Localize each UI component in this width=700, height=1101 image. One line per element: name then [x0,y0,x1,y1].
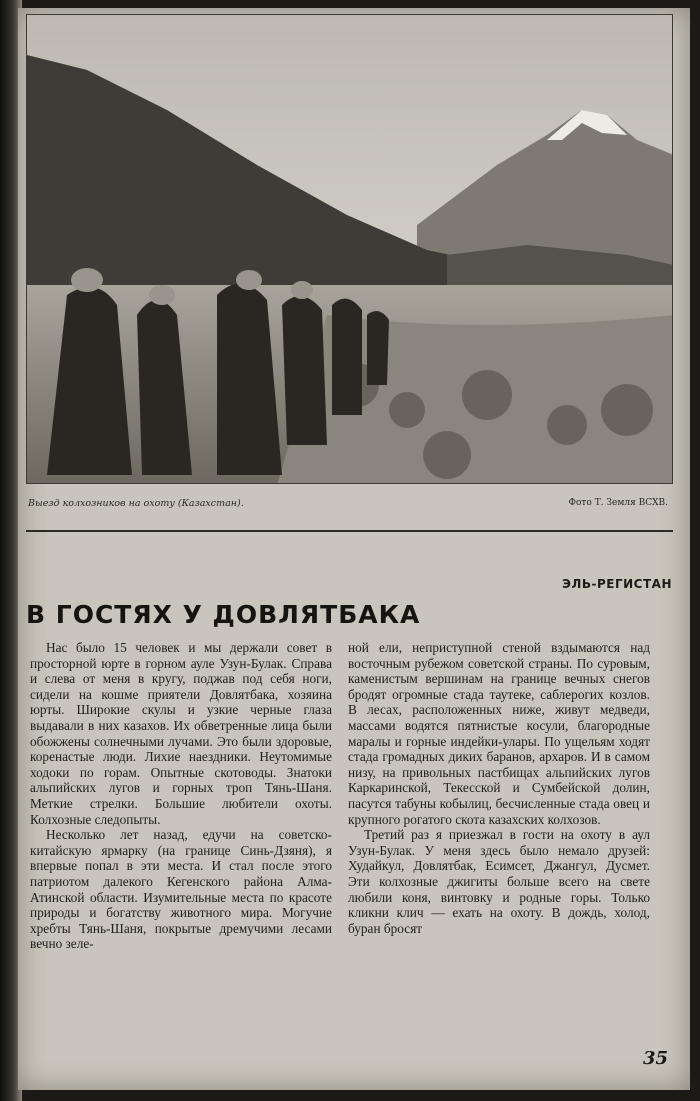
photo-caption [28,498,668,516]
divider-rule [26,530,673,532]
paragraph: Нас было 15 человек и мы держали совет в просторной юрте в горном ауле Узун-Булак. Справа и слева от меня в кругу, поджав под себя ноги, сидели на кошме приятели Довлятбака, хозяина юрты. Широкие скулы и узкие черные глаза выдавали в них казахов. Их обветренные лица были обожжены солнечными лучами. Это были здоровые, коренастые люди. Лихие наездники. Неутомимые ходоки по горам. Опытные скотоводы. Знатоки альпийских лугов и горных троп Тянь-Шаня. Меткие стрелки. Большие любители охоты. Колхозные следопыты. [30,640,332,827]
mountain-landscape-image [27,15,673,484]
photo-credit: Фото Т. Земля ВСХВ. [568,498,668,508]
text-column-left [30,640,332,952]
page-number: 35 [642,1048,668,1069]
author-name: ЭЛЬ-РЕГИСТАН [562,577,672,591]
caption-text: Выезд колхозников на охоту (Казахстан). [28,498,244,509]
paragraph: ной ели, неприступной стеной вздымаются над восточным рубежом советской страны. По суровым, каменистым вершинам на границе вечных снегов бродят огромные стада таутеке, саблерогих козлов. В лесах, расположенных ниже, живут медведи, массами водятся пятнистые косули, благородные маралы и горные индейки-улары. По ущельям ходят стада громадных диких баранов, архаров. И в самом низу, на привольных пастбищах альпийских лугов Каркаринской, Текесской и Сумбейской долин, пасутся табуны кобылиц, бесчисленные стада овец и крупного рогатого скота казахских колхозов. [348,640,650,827]
magazine-page [18,8,690,1090]
article-title: В ГОСТЯХ У ДОВЛЯТБАКА [26,600,421,629]
paragraph: Несколько лет назад, едучи на советско-китайскую ярмарку (на границе Синь-Дзяня), я впервые попал в эти места. И стал после этого патриотом далекого Кегенского района Алма-Атинской области. Изумительные места по красоте природы и богатству животного мира. Могучие хребты Тянь-Шаня, покрытые дремучими лесами вечно зеле- [30,827,332,952]
paragraph: Третий раз я приезжал в гости на охоту в аул Узун-Булак. У меня здесь было немало друзей: Худайкул, Довлятбак, Есимсет, Джангул, Дусмет. Эти колхозные джигиты больше всего на свете любили коня, винтовку и родные горы. Только кликни клич — ехать на охоту. В дождь, холод, буран бросят [348,827,650,936]
hunting-photo [26,14,673,484]
text-column-right [348,640,650,936]
